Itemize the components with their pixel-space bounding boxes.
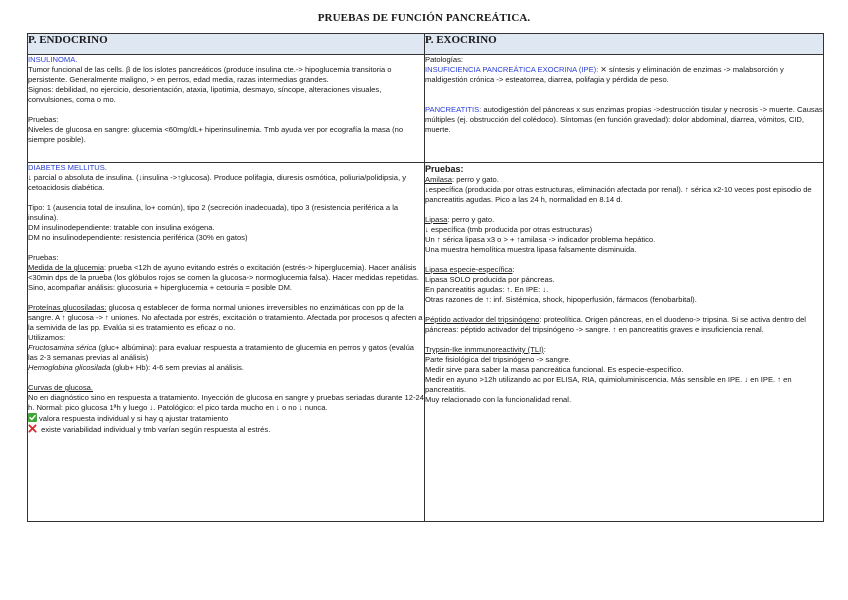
lipasa-line-3: Una muestra hemolítica muestra lipasa falsamente disminuida. — [425, 245, 637, 254]
peptido-text: : proteolítica. Origen páncreas, en el duodeno-> tripsina. Si se activa dentro del páncreas: péptido activador del tripsinógeno -> sangre. ↑ en pancreatitis graves e insuficiencia renal. — [425, 315, 806, 334]
lipasa-ee-title — [425, 265, 823, 275]
lipasa-ee-label: Lipasa especie-específica — [425, 265, 513, 274]
lipasa-line-1: ↓ específica (tmb producida por otras estructuras) — [425, 225, 593, 234]
peptido-label: Péptido activador del tripsinógeno — [425, 315, 540, 324]
insulinoma-pruebas-label: Pruebas: — [28, 115, 59, 124]
lipasa-colon: : perro y gato. — [447, 215, 495, 224]
patologias-label: Patologías: — [425, 55, 463, 64]
check-icon — [28, 413, 37, 422]
pancreatitis-text: autodigestión del páncreas x sus enzimas propias ->destrucción tisular y necrosis -> muerte. Causas múltiples (ej. obstrucción del colédoco). Síntomas (en función gravedad): dolor abdominal, diarrea, vómitos, CID, muerte. — [425, 105, 823, 134]
diabetes-tipo: Tipo: 1 (ausencia total de insulina, lo+ común), tipo 2 (secreción inadecuada), tipo 3 (resistencia periférica a la insulina). — [28, 203, 399, 222]
hemoglobina-label: Hemoglobina glicosilada — [28, 363, 111, 372]
proteinas-text: glucosa q establecer de forma normal uniones irreversibles no enzimáticas con pp de la sangre. A ↑ glucosa -> ↑ uniones. No afectada por estrés, excitación o tratamiento. Afectada por procesos q afecten a la semivida de las pp. Evalúa si es tratamiento es eficaz o no. — [28, 303, 423, 332]
cell-patologias — [425, 55, 824, 163]
row-1 — [28, 55, 824, 163]
cell-pruebas-exocrino — [425, 163, 824, 522]
cross-text: existe variabilidad individual y tmb varían según respuesta al estrés. — [39, 425, 271, 434]
lipasa-label: Lipasa — [425, 215, 448, 224]
cross-line — [28, 424, 424, 435]
amilasa-title — [425, 175, 823, 185]
pancreatitis-label: PANCREATITIS: — [425, 105, 482, 114]
lipasa-ee-line-2: En pancreatitis agudas: ↑. En IPE: ↓. — [425, 285, 549, 294]
curvas-label: Curvas de glucosa. — [28, 383, 94, 392]
tli-colon: : — [543, 345, 546, 354]
lipasa-ee-line-3: Otras razones de ↑: inf. Sistémica, shock, hipoperfusión, fármacos (fenobarbital). — [425, 295, 697, 304]
tli-line-1: Parte fisiológica del tripsinógeno -> sangre. — [425, 355, 571, 364]
lipasa-ee-line-1: Lipasa SOLO producida por páncreas. — [425, 275, 555, 284]
fructosamina-paragraph — [28, 343, 424, 363]
header-row — [28, 34, 824, 55]
tli-title — [425, 345, 823, 355]
hemoglobina-paragraph — [28, 363, 424, 373]
function-table — [27, 33, 824, 522]
insulinoma-heading: INSULINOMA. — [28, 55, 78, 64]
proteinas-paragraph — [28, 303, 424, 333]
fructosamina-label: Fructosamina sérica — [28, 343, 97, 352]
tli-line-3: Medir en ayuno >12h utilizando ac por ELISA, RIA, quimioluminiscencia. Más sensible en IPE. ↓ en IPE. ↑ en pancreatitis. — [425, 375, 792, 394]
diabetes-pruebas-label: Pruebas: — [28, 253, 59, 262]
amilasa-text: ↓específica (producida por otras estructuras, eliminación afectada por renal). ↑ sérica x2-10 veces post episodio de pancreatitis agudas. Pico a las 24 h, normalidad en 8.14 d. — [425, 185, 812, 204]
header-exocrino: P. EXOCRINO — [425, 34, 824, 55]
utilizamos-label: Utilizamos: — [28, 333, 66, 342]
curvas-text: No en diagnóstico sino en respuesta a tratamiento. Inyección de glucosa en sangre y pruebas seriadas durante 12-24 h. Normal: pico glucosa 1ªh y luego ↓. Patológico: el pico tarda mucho en ↓ o no ↓ nunca. — [28, 393, 424, 412]
insulinoma-signos: Signos: debilidad, no ejercicio, desorientación, ataxia, lipotimia, desmayo, síncope, alteraciones visuales, convulsiones, coma o mo. — [28, 85, 382, 104]
tli-line-2: Medir sirve para saber la masa pancreática funcional. Es especie-específico. — [425, 365, 684, 374]
fructosamina-text: (gluc+ albúmina): para evaluar respuesta a tratamiento de glucemia en perros y gatos (evalúa las 2-3 semanas previas al análisis) — [28, 343, 415, 362]
cell-diabetes — [28, 163, 425, 522]
amilasa-colon: : perro y gato. — [452, 175, 499, 184]
exo-pruebas-heading: Pruebas: — [425, 164, 464, 174]
ipe-paragraph — [425, 65, 823, 85]
tli-label: Trypsin-Ike inmmunoreactivity (TLI) — [425, 345, 544, 354]
diabetes-dm1: DM insulinodependiente: tratable con insulina exógena. — [28, 223, 215, 232]
document-title: PRUEBAS DE FUNCIÓN PANCREÁTICA. — [317, 12, 531, 24]
check-text: valora respuesta individual y si hay q ajustar tratamiento — [39, 414, 229, 423]
hemoglobina-text: (glub+ Hb): 4-6 sem previas al análisis. — [110, 363, 244, 372]
diabetes-heading: DIABETES MELLITUS. — [28, 163, 107, 172]
cell-insulinoma — [28, 55, 425, 163]
peptido-paragraph — [425, 315, 823, 335]
medida-paragraph — [28, 263, 424, 293]
insulinoma-pruebas-text: Niveles de glucosa en sangre: glucemia <60mg/dL+ hiperinsulinemia. Tmb ayuda ver por ecografía la masa (no siempre posible). — [28, 125, 404, 144]
cross-icon — [28, 424, 37, 433]
diabetes-dm2: DM no insulinodependiente: resistencia periférica (30% en gatos) — [28, 233, 248, 242]
row-2 — [28, 163, 824, 522]
ipe-text: ✕ síntesis y eliminación de enzimas -> malabsorción y maldigestión crónica -> esteatorrea, diarrea, polifagia y pérdida de peso. — [425, 65, 784, 84]
medida-label: Medida de la glucemia — [28, 263, 104, 272]
tli-line-4: Muy relacionado con la funcionalidad renal. — [425, 395, 572, 404]
lipasa-ee-colon: : — [512, 265, 515, 274]
amilasa-label: Amilasa — [425, 175, 453, 184]
medida-text: : prueba <12h de ayuno evitando estrés o excitación (estrés-> hiperglucemia). Hacer análisis <30min dps de la prueba (los glóbulos rojos se comen la glucosa-> normoglucemia falsa). Hacer medidas repetidas. Sino, acompañar análisis: glucosuria + hiperglucemia + cetouria = posible DM. — [28, 263, 419, 292]
proteinas-label: Proteínas glucosiladas: — [28, 303, 107, 312]
ipe-label: INSUFICIENCIA PANCREÁTICA EXOCRINA (IPE): — [425, 65, 599, 74]
check-line — [28, 413, 424, 424]
lipasa-line-2: Un ↑ sérica lipasa x3 o > + ↑amilasa -> indicador problema hepático. — [425, 235, 656, 244]
lipasa-title — [425, 215, 823, 225]
header-endocrino: P. ENDOCRINO — [28, 34, 425, 55]
insulinoma-desc: Tumor funcional de las cells. β de los islotes pancreáticos (produce insulina cte.-> hipoglucemia transitoria o persistente. Generalmente maligno, > en perros, edad media, razas intermedias grandes. — [28, 65, 392, 84]
diabetes-intro: ↓ parcial o absoluta de insulina. (↓insulina ->↑glucosa). Produce polifagia, diuresis osmótica, poliuria/polidipsia, y cetoacidosis diabética. — [28, 173, 406, 192]
pancreatitis-paragraph — [425, 105, 823, 135]
